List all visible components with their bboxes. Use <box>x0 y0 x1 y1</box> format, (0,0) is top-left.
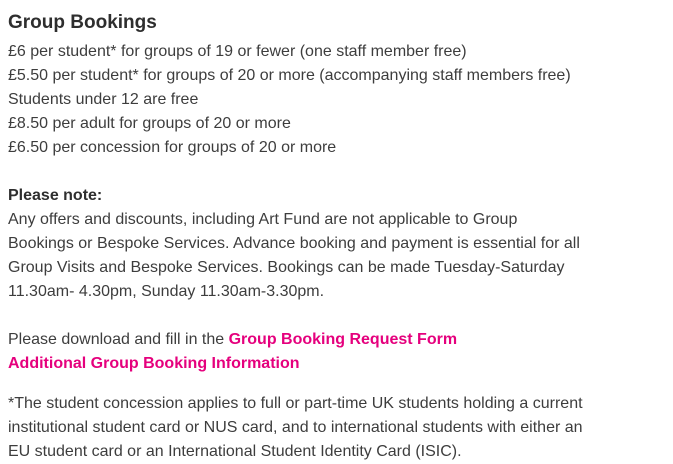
pricing-line-student-small-group: £6 per student* for groups of 19 or fewer (one staff member free) <box>8 43 467 60</box>
download-instruction-text: Please download and fill in the <box>8 331 229 348</box>
note-line: Bookings or Bespoke Services. Advance booking and payment is essential for all <box>8 235 580 252</box>
additional-info-line <box>8 352 663 376</box>
note-line: Group Visits and Bespoke Services. Bookings can be made Tuesday-Saturday <box>8 259 565 276</box>
note-label: Please note: <box>8 187 103 204</box>
footnote-line: institutional student card or NUS card, and to international students with either an <box>8 419 583 436</box>
note-line: Any offers and discounts, including Art Fund are not applicable to Group <box>8 211 518 228</box>
note-paragraph <box>8 184 663 304</box>
pricing-line-concession: £6.50 per concession for groups of 20 or more <box>8 139 337 156</box>
pricing-line-adult: £8.50 per adult for groups of 20 or more <box>8 115 291 132</box>
download-links-paragraph <box>8 328 663 376</box>
additional-group-booking-information-link[interactable]: Additional Group Booking Information <box>8 355 300 372</box>
pricing-line-under-12: Students under 12 are free <box>8 91 199 108</box>
footnote-line: EU student card or an International Student Identity Card (ISIC). <box>8 443 462 460</box>
student-concession-footnote <box>8 392 663 464</box>
pricing-line-student-large-group: £5.50 per student* for groups of 20 or more (accompanying staff members free) <box>8 67 571 84</box>
note-line: 11.30am- 4.30pm, Sunday 11.30am-3.30pm. <box>8 283 325 300</box>
page-title: Group Bookings <box>8 12 157 33</box>
pricing-list <box>8 40 663 160</box>
footnote-line: *The student concession applies to full or part-time UK students holding a current <box>8 395 583 412</box>
download-instruction-line <box>8 328 663 352</box>
group-booking-request-form-link[interactable]: Group Booking Request Form <box>228 331 458 348</box>
